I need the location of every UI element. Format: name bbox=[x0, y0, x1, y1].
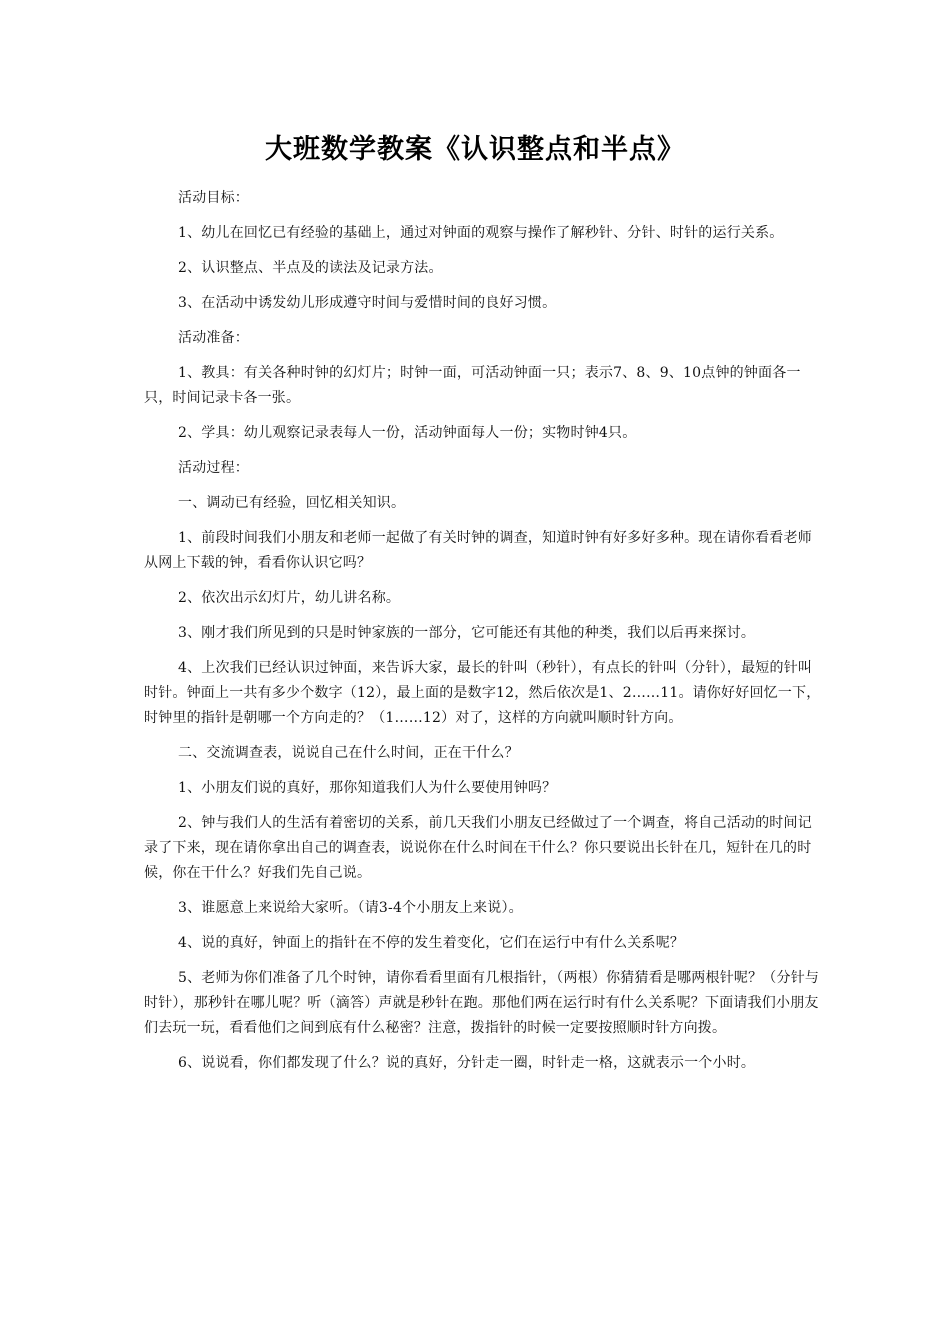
paragraph: 活动准备： bbox=[178, 330, 249, 346]
paragraph: 5、老师为你们准备了几个时钟，请你看看里面有几根指针，（两根）你猜猜看是哪两根针呢？（分针与时针），那秒针在哪儿呢？听（滴答）声就是秒针在跑。那他们两在运行时有什么关系呢？下面请我们小朋友们去玩一玩，看看他们之间到底有什么秘密？注意，拨指针的时候一定要按照顺时针方向拨。 bbox=[144, 970, 820, 1036]
paragraph: 3、在活动中诱发幼儿形成遵守时间与爱惜时间的良好习惯。 bbox=[178, 295, 557, 311]
document-title: 大班数学教案《认识整点和半点》 bbox=[265, 134, 685, 165]
paragraph: 4、说的真好，钟面上的指针在不停的发生着变化，它们在运行中有什么关系呢？ bbox=[178, 935, 685, 951]
document-body bbox=[144, 186, 824, 1086]
paragraph: 2、依次出示幻灯片，幼儿讲名称。 bbox=[178, 590, 401, 606]
paragraph: 活动目标： bbox=[178, 190, 249, 206]
paragraph: 2、认识整点、半点及的读法及记录方法。 bbox=[178, 260, 443, 276]
paragraph: 一、调动已有经验，回忆相关知识。 bbox=[178, 495, 406, 511]
paragraph: 4、上次我们已经认识过钟面，来告诉大家，最长的针叫（秒针），有点长的针叫（分针），最短的针叫时针。钟面上一共有多少个数字（12），最上面的是数字12，然后依次是1、2……11。请你好好回忆一下，时钟里的指针是朝哪一个方向走的？（1……12）对了，这样的方向就叫顺时针方向。 bbox=[144, 660, 821, 726]
paragraph: 活动过程： bbox=[178, 460, 249, 476]
paragraph: 2、学具：幼儿观察记录表每人一份，活动钟面每人一份；实物时钟4只。 bbox=[178, 425, 637, 441]
paragraph: 6、说说看，你们都发现了什么？说的真好，分针走一圈，时针走一格，这就表示一个小时。 bbox=[178, 1055, 756, 1071]
paragraph: 1、幼儿在回忆已有经验的基础上，通过对钟面的观察与操作了解秒针、分针、时针的运行关系。 bbox=[178, 225, 784, 241]
paragraph: 2、钟与我们人的生活有着密切的关系，前几天我们小朋友已经做过了一个调查，将自己活动的时间记录了下来，现在请你拿出自己的调查表，说说你在什么时间在干什么？你只要说出长针在几，短针在几的时候，你在干什么？好我们先自己说。 bbox=[144, 815, 812, 881]
paragraph: 1、小朋友们说的真好，那你知道我们人为什么要使用钟吗？ bbox=[178, 780, 557, 796]
paragraph: 二、交流调查表，说说自己在什么时间，正在干什么？ bbox=[178, 745, 519, 761]
paragraph: 3、刚才我们所见到的只是时钟家族的一部分，它可能还有其他的种类，我们以后再来探讨。 bbox=[178, 625, 756, 641]
paragraph: 3、谁愿意上来说给大家听。（请3-4个小朋友上来说）。 bbox=[178, 900, 523, 916]
paragraph: 1、前段时间我们小朋友和老师一起做了有关时钟的调查，知道时钟有好多好多种。现在请你看看老师从网上下载的钟，看看你认识它吗？ bbox=[144, 530, 812, 571]
paragraph: 1、教具：有关各种时钟的幻灯片；时钟一面，可活动钟面一只；表示7、8、9、10点钟的钟面各一只，时间记录卡各一张。 bbox=[144, 365, 801, 406]
